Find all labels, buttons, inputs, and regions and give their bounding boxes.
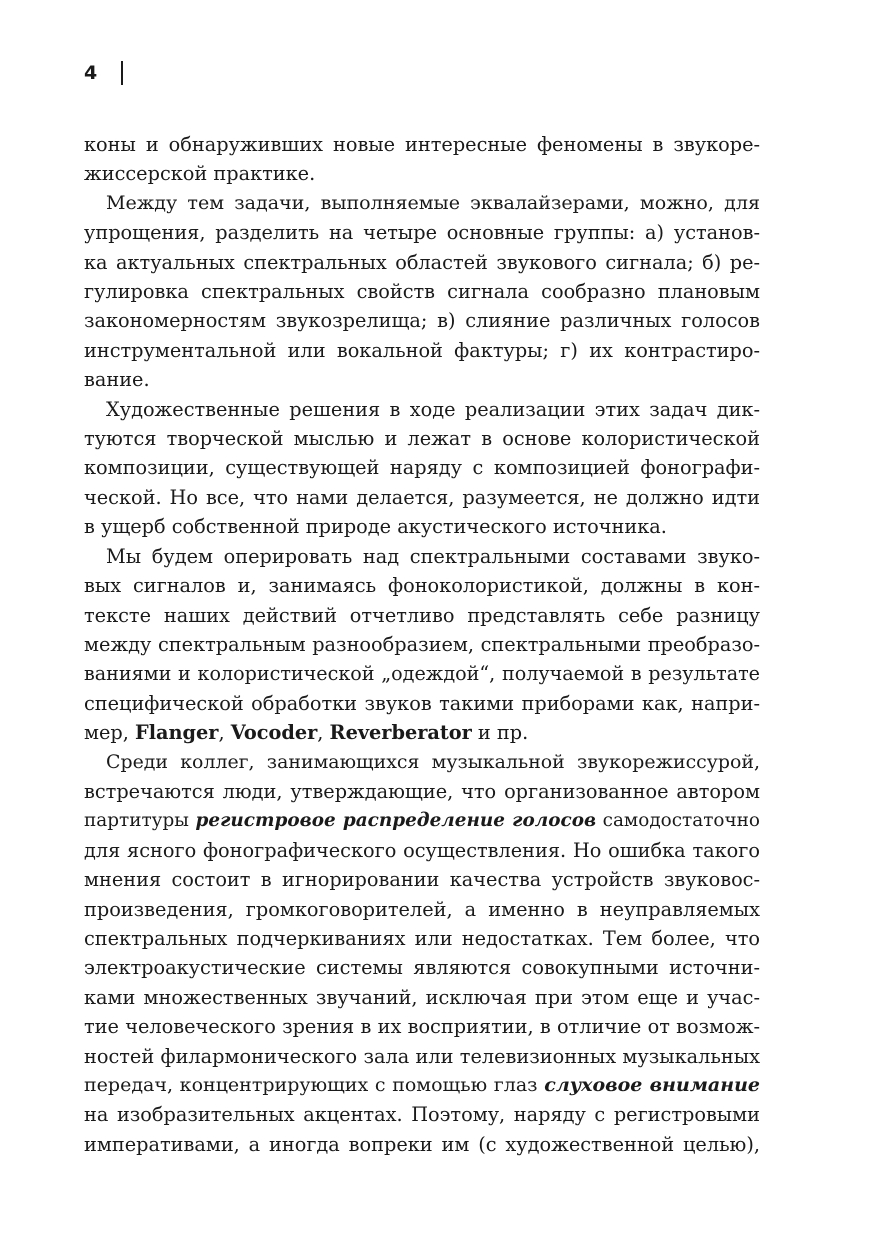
text-line: на изобразительных акцентах. Поэтому, наряду с регистровыми <box>84 1103 760 1127</box>
text-run: партитуры <box>84 810 196 832</box>
text-line: спектральных подчеркиваниях или недостатках. Тем более, что <box>84 926 760 950</box>
text-line: инструментальной или вокальной фактуры; г) их контрастиро- <box>84 338 760 362</box>
text-run: и пр. <box>471 721 529 745</box>
text-line: мнения состоит в игнорировании качества устройств звуковос- <box>84 868 760 892</box>
text-line: гулировка спектральных свойств сигнала сообразно плановым <box>84 280 760 304</box>
text-line: императивами, а иногда вопреки им (с художественной целью), <box>84 1132 760 1156</box>
header-divider <box>121 61 123 85</box>
text-line <box>84 806 760 835</box>
text-line: вых сигналов и, занимаясь фоноколористикой, должны в кон- <box>84 574 760 598</box>
text-line: ками множественных звучаний, исключая при этом еще и учас- <box>84 985 760 1009</box>
text-line: специфической обработки звуков такими приборами как, напри- <box>84 691 760 715</box>
text-line: упрощения, разделить на четыре основные группы: а) установ- <box>84 221 760 245</box>
text-line <box>84 1071 760 1100</box>
paragraph <box>84 395 760 542</box>
emphasis-register-distribution: регистровое распределение голосов <box>195 810 597 832</box>
text-line: в ущерб собственной природе акустического источника. <box>84 515 667 539</box>
text-line: электроакустические системы являются совокупными источни- <box>84 956 760 980</box>
term-reverberator: Reverberator <box>329 721 472 745</box>
text-line: тексте наших действий отчетливо представлять себе разницу <box>84 603 760 627</box>
text-line: коны и обнаруживших новые интересные феномены в звукоре- <box>84 133 760 156</box>
text-line: Мы будем оперировать над спектральными составами звуко- <box>106 544 760 568</box>
text-line: Среди коллег, занимающихся музыкальной звукорежиссурой, <box>106 750 760 773</box>
text-line: произведения, громкоговорителей, а именно в неуправляемых <box>84 897 760 921</box>
text-line: Художественные решения в ходе реализации этих задач дик- <box>106 397 760 421</box>
text-line: закономерностям звукозрелища; в) слияние различных голосов <box>84 309 760 333</box>
text-run: , <box>218 721 231 745</box>
text-line: ка актуальных спектральных областей звукового сигнала; б) ре- <box>84 250 760 274</box>
term-flanger: Flanger <box>135 721 219 745</box>
text-line: ностей филармонического зала или телевизионных музыкальных <box>84 1044 760 1068</box>
paragraph <box>84 748 760 1160</box>
text-line: композиции, существующей наряду с композицией фонографи- <box>84 456 760 480</box>
text-line: Между тем задачи, выполняемые эквалайзерами, можно, для <box>106 191 760 214</box>
term-vocoder: Vocoder <box>230 721 318 745</box>
text-run: , <box>317 721 330 745</box>
text-line: встречаются люди, утверждающие, что организованное автором <box>84 779 760 803</box>
text-line: тие человеческого зрения в их восприятии, в отличие от возмож- <box>84 1015 760 1039</box>
paragraph <box>84 189 760 395</box>
text-line: ваниями и колористической „одеждой“, получаемой в результате <box>84 662 760 686</box>
text-run: передач, концентрирующих с помощью глаз <box>84 1074 545 1096</box>
page-number: 4 <box>84 62 98 84</box>
text-run: мер, <box>84 721 136 745</box>
paragraph <box>84 542 760 748</box>
text-line: ческой. Но все, что нами делается, разумеется, не должно идти <box>84 485 760 509</box>
body-text <box>84 130 760 1159</box>
text-line <box>84 718 760 747</box>
paragraph <box>84 130 760 189</box>
page-header <box>84 58 123 88</box>
text-line: для ясного фонографического осуществления. Но ошибка такого <box>84 838 760 862</box>
emphasis-auditory-attention: слуховое внимание <box>544 1074 760 1096</box>
text-line: туются творческой мыслью и лежат в основе колористической <box>84 427 760 451</box>
text-run: самодостаточно <box>596 810 760 832</box>
text-line: между спектральным разнообразием, спектральными преобразо- <box>84 632 760 656</box>
text-line: жиссерской практике. <box>84 162 316 186</box>
text-line: вание. <box>84 368 150 392</box>
